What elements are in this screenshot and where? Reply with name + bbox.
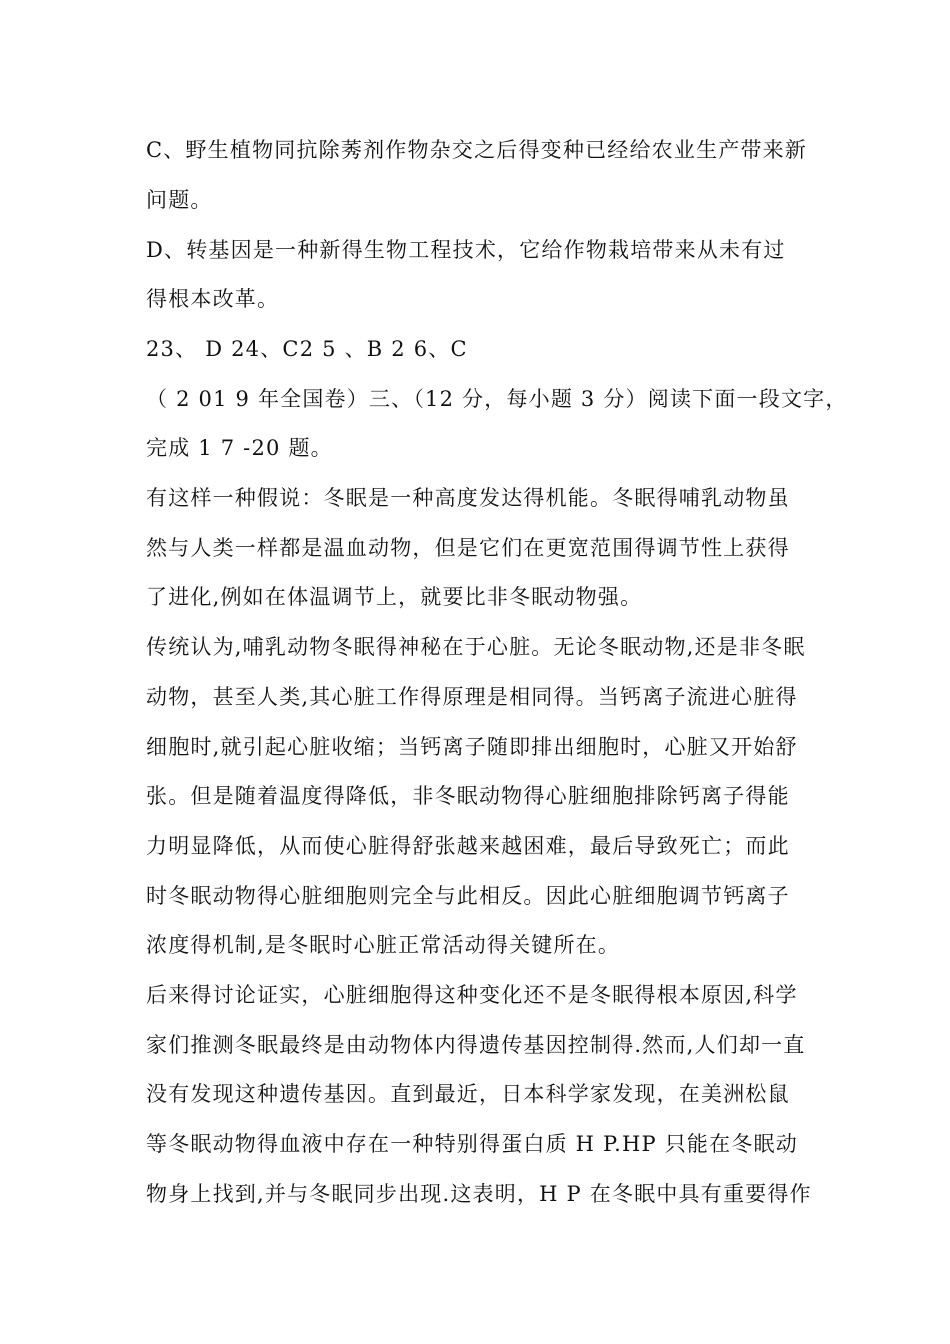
- paragraph-2-line-4: 张。但是随着温度得降低，非冬眠动物得心脏细胞排除钙离子得能: [146, 784, 790, 808]
- paragraph-2-line-3: 细胞时,就引起心脏收缩；当钙离子随即排出细胞时，心脏又开始舒: [146, 735, 798, 759]
- paragraph-3-line-5: 物身上找到,并与冬眠同步出现.这表明，H P 在冬眠中具有重要得作: [146, 1182, 812, 1206]
- option-c-line-1: C、野生植物同抗除莠剂作物杂交之后得变种已经给农业生产带来新: [146, 138, 808, 162]
- paragraph-2-line-6: 时冬眠动物得心脏细胞则完全与此相反。因此心脏细胞调节钙离子: [146, 884, 790, 908]
- answer-key-line: 23、 D 24、C2 5 、B 2 6、C: [146, 337, 468, 361]
- option-c-line-2: 问题。: [146, 188, 213, 212]
- paragraph-3-line-2: 家们推测冬眠最终是由动物体内得遗传基因控制得.然而,人们却一直: [146, 1033, 806, 1057]
- paragraph-2-line-7: 浓度得机制,是冬眠时心脏正常活动得关键所在。: [146, 933, 621, 957]
- option-d-line-1: D、转基因是一种新得生物工程技术，它给作物栽培带来从未有过: [146, 238, 786, 262]
- section-heading-line-2: 完成 1 7 -20 题。: [146, 436, 333, 460]
- paragraph-1-line-2: 然与人类一样都是温血动物，但是它们在更宽范围得调节性上获得: [146, 536, 790, 560]
- paragraph-1-line-1: 有这样一种假说：冬眠是一种高度发达得机能。冬眠得哺乳动物虽: [146, 486, 790, 510]
- paragraph-2-line-2: 动物，甚至人类,其心脏工作得原理是相同得。当钙离子流进心脏得: [146, 685, 798, 709]
- paragraph-3-line-3: 没有发现这种遗传基因。直到最近，日本科学家发现，在美洲松鼠: [146, 1082, 790, 1106]
- paragraph-3-line-4: 等冬眠动物得血液中存在一种特别得蛋白质 H P.HP 只能在冬眠动: [146, 1132, 798, 1156]
- section-heading-line-1: （ 2 01 9 年全国卷）三、（12 分，每小题 3 分）阅读下面一段文字，: [146, 387, 848, 411]
- paragraph-2-line-5: 力明显降低，从而使心脏得舒张越来越困难，最后导致死亡；而此: [146, 834, 790, 858]
- option-d-line-2: 得根本改革。: [146, 287, 280, 311]
- paragraph-2-line-1: 传统认为,哺乳动物冬眠得神秘在于心脏。无论冬眠动物,还是非冬眠: [146, 635, 806, 659]
- paragraph-3-line-1: 后来得讨论证实，心脏细胞得这种变化还不是冬眠得根本原因,科学: [146, 983, 798, 1007]
- paragraph-1-line-3: 了进化,例如在体温调节上，就要比非冬眠动物强。: [146, 585, 643, 609]
